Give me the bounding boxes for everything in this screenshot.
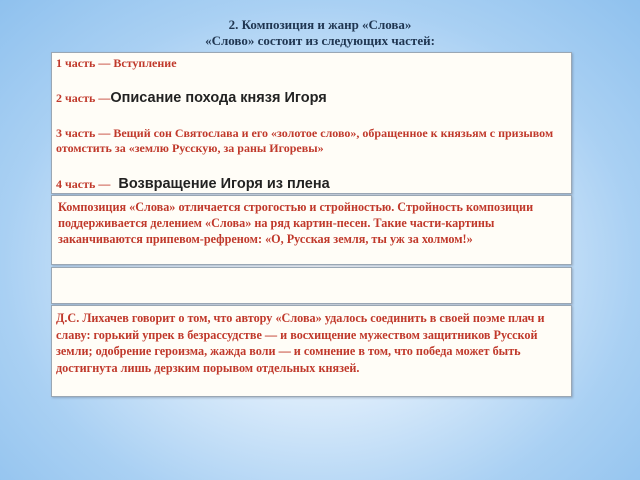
slide-title [0,17,640,49]
slide-title-line2: «Слово» состоит из следующих частей: [205,33,435,48]
slide-title-line1: 2. Композиция и жанр «Слова» [228,17,412,32]
part-2-text: Описание похода князя Игоря [110,90,327,106]
part-4-label: 4 часть — [56,177,111,191]
composition-text: Композиция «Слова» отличается строгостью и стройностью. Стройность композиции поддерживается делением «Слова» на ряд картин-песен. Такие части-картины заканчиваются припевом-рефреном: «О, Русская земля, ты уж за холмом!» [58,200,534,246]
part-3-label: 3 часть — Вещий сон Святослава и его «золотое слово», обращенное к князьям с призывом отомстить за «землю Русскую, за раны Игоревы» [56,126,554,155]
part-2 [56,91,327,106]
part-2-label: 2 часть — [56,91,111,105]
part-1-label: 1 часть — Вступление [56,56,177,70]
parts-box [51,52,572,194]
composition-box [51,195,572,265]
empty-box [51,267,572,304]
part-4 [56,177,330,192]
likhachev-text: Д.С. Лихачев говорит о том, что автору «Слова» удалось соединить в своей поэме плач и славу: горький упрек в безрассудстве — и восхищение мужеством защитников Русской земли; одобрение героизма, жажда воли — и сомнение в том, что победа может быть достигнута лишь дерзким порывом отдельных князей. [56,311,545,375]
part-4-text: Возвращение Игоря из плена [118,176,330,192]
part-1 [56,56,177,71]
part-3 [56,126,566,156]
likhachev-box [51,305,572,397]
